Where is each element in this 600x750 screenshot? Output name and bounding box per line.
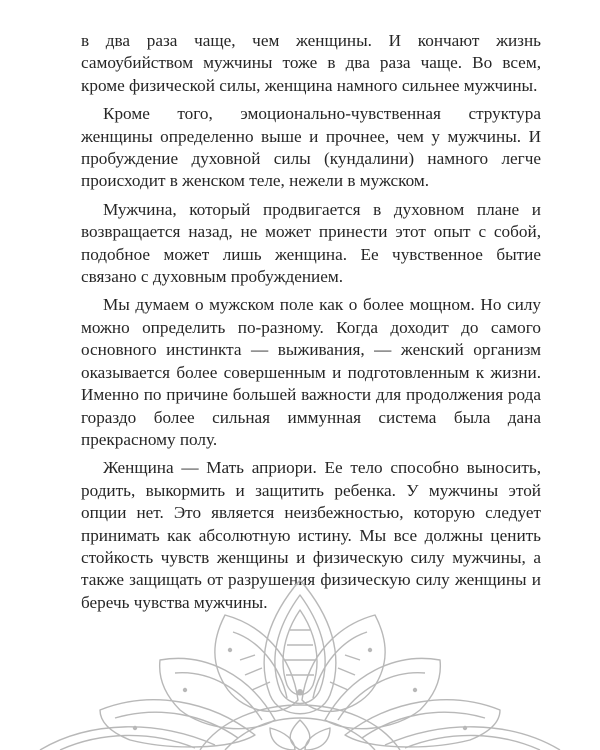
paragraph-5: Женщина — Мать априори. Ее тело способно выносить, родить, выкормить и защитить ребенка. У мужчины этой опции нет. Это является неизбежностью, которую следует принимать как абсолютную истину. Мы все должны ценить стойкость чувств женщины и физическую силу мужчины, а также защищать от разрушения физическую силу женщины и беречь чувства мужчины.	[81, 458, 541, 612]
page-body-text	[81, 30, 541, 620]
paragraph-3: Мужчина, который продвигается в духовном плане и возвращается назад, не может принести этот опыт с собой, подобное может лишь женщина. Ее чувственное бытие связано с духовным пробуждением.	[81, 199, 541, 287]
mandala-ornament-icon	[0, 570, 600, 750]
paragraph-1: в два раза чаще, чем женщины. И кончают жизнь самоубийством мужчины тоже в два раза чаще. Во всем, кроме физической силы, женщина намного сильнее мужчины.	[81, 31, 541, 95]
paragraph-2: Кроме того, эмоционально-чувственная структура женщины определенно выше и прочнее, чем у мужчины. И пробуждение духовной силы (кундалини) намного легче происходит в женском теле, нежели в мужском.	[81, 104, 541, 191]
paragraph-4: Мы думаем о мужском поле как о более мощном. Но силу можно определить по-разному. Когда доходит до самого основного инстинкта — выживания, — женский организм оказывается более совершенным и подготовленным к жизни. Именно по причине большей важности для продолжения рода гораздо более сильная иммунная система была дана прекрасному полу.	[81, 295, 541, 449]
